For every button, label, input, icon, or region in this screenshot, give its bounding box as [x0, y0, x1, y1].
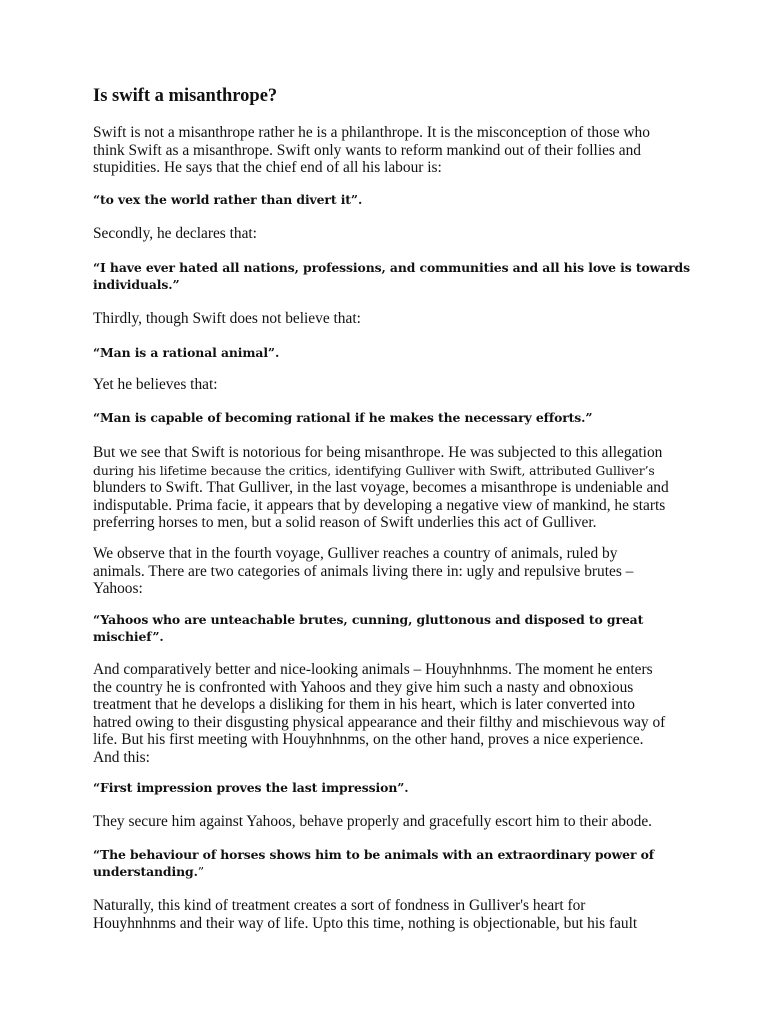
text-line: during his lifetime because the critics, identifying Gulliver with Swift, attributed Gulliver’s — [93, 462, 655, 478]
text-line: We observe that in the fourth voyage, Gulliver reaches a country of animals, ruled by — [93, 545, 618, 562]
text-line: Swift is not a misanthrope rather he is a philanthrope. It is the misconception of those who — [93, 124, 650, 141]
text-line: hatred owing to their disgusting physical appearance and their filthy and mischievous way of — [93, 713, 666, 731]
text-line: think Swift as a misanthrope. Swift only wants to reform mankind out of their follies and — [93, 141, 641, 159]
quote-line — [93, 863, 683, 880]
page-title: Is swift a misanthrope? — [93, 86, 278, 106]
text-line: Naturally, this kind of treatment creates a sort of fondness in Gulliver's heart for — [93, 897, 586, 914]
quote-line: “Yahoos who are unteachable brutes, cunning, gluttonous and disposed to great — [93, 612, 644, 627]
quote-line: mischief”. — [93, 629, 164, 644]
quote-hated-nations — [93, 259, 690, 293]
quote-line: individuals.” — [93, 277, 180, 292]
text-line: life. But his first meeting with Houyhnhnms, on the other hand, proves a nice experience. — [93, 731, 644, 748]
quote-capable-rational — [93, 409, 683, 426]
text-line: Thirdly, though Swift does not believe that: — [93, 310, 361, 327]
paragraph-fourth-voyage — [93, 545, 683, 598]
text-line: blunders to Swift. That Gulliver, in the last voyage, becomes a misanthrope is undeniable and — [93, 479, 669, 496]
quote-line: “to vex the world rather than divert it”. — [93, 192, 363, 207]
quote-rational-animal — [93, 344, 683, 361]
text-line: Houyhnhnms and their way of life. Upto this time, nothing is objectionable, but his fault — [93, 914, 638, 932]
quote-vex-the-world — [93, 191, 683, 208]
text-line: treatment that he develops a disliking for them in his heart, which is later converted into — [93, 696, 635, 713]
text-line: preferring horses to men, but a solid reason of Swift underlies this act of Gulliver. — [93, 514, 597, 531]
paragraph-intro — [93, 124, 683, 177]
quote-line: “Man is a rational animal”. — [93, 345, 280, 360]
paragraph-notorious — [93, 444, 683, 532]
text-line: And comparatively better and nice-looking animals – Houyhnhnms. The moment he enters — [93, 661, 653, 678]
text-line: Yet he believes that: — [93, 376, 218, 393]
text-line: Secondly, he declares that: — [93, 225, 257, 242]
text-line: Yahoos: — [93, 580, 143, 597]
quote-yahoos-brutes — [93, 611, 683, 645]
text-line: And this: — [93, 748, 150, 766]
text-line: indisputable. Prima facie, it appears that by developing a negative view of mankind, he starts — [93, 496, 666, 514]
quote-first-impression — [93, 779, 683, 796]
quote-behaviour-of-horses — [93, 846, 683, 880]
quote-line: “Man is capable of becoming rational if he makes the necessary efforts.” — [93, 410, 593, 425]
paragraph-naturally — [93, 897, 683, 932]
quote-line: “First impression proves the last impression”. — [93, 780, 409, 795]
text-line: But we see that Swift is notorious for being misanthrope. He was subjected to this allegation — [93, 444, 663, 461]
paragraph-houyhnhnms — [93, 661, 683, 766]
paragraph-secure-him — [93, 813, 683, 831]
paragraph-yet-believes — [93, 376, 683, 394]
text-line: animals. There are two categories of animals living there in: ugly and repulsive brutes – — [93, 562, 634, 580]
quote-line: “The behaviour of horses shows him to be animals with an extraordinary power of — [93, 847, 654, 862]
paragraph-secondly — [93, 225, 683, 243]
text-line: stupidities. He says that the chief end of all his labour is: — [93, 159, 442, 176]
text-line: They secure him against Yahoos, behave properly and gracefully escort him to their abode. — [93, 813, 653, 830]
quote-line: “I have ever hated all nations, professions, and communities and all his love is towards — [93, 260, 690, 275]
quote-fragment: understanding. — [93, 864, 198, 879]
quote-closing-mark: ” — [197, 864, 205, 879]
text-line: the country he is confronted with Yahoos and they give him such a nasty and obnoxious — [93, 678, 634, 696]
paragraph-thirdly — [93, 310, 683, 328]
